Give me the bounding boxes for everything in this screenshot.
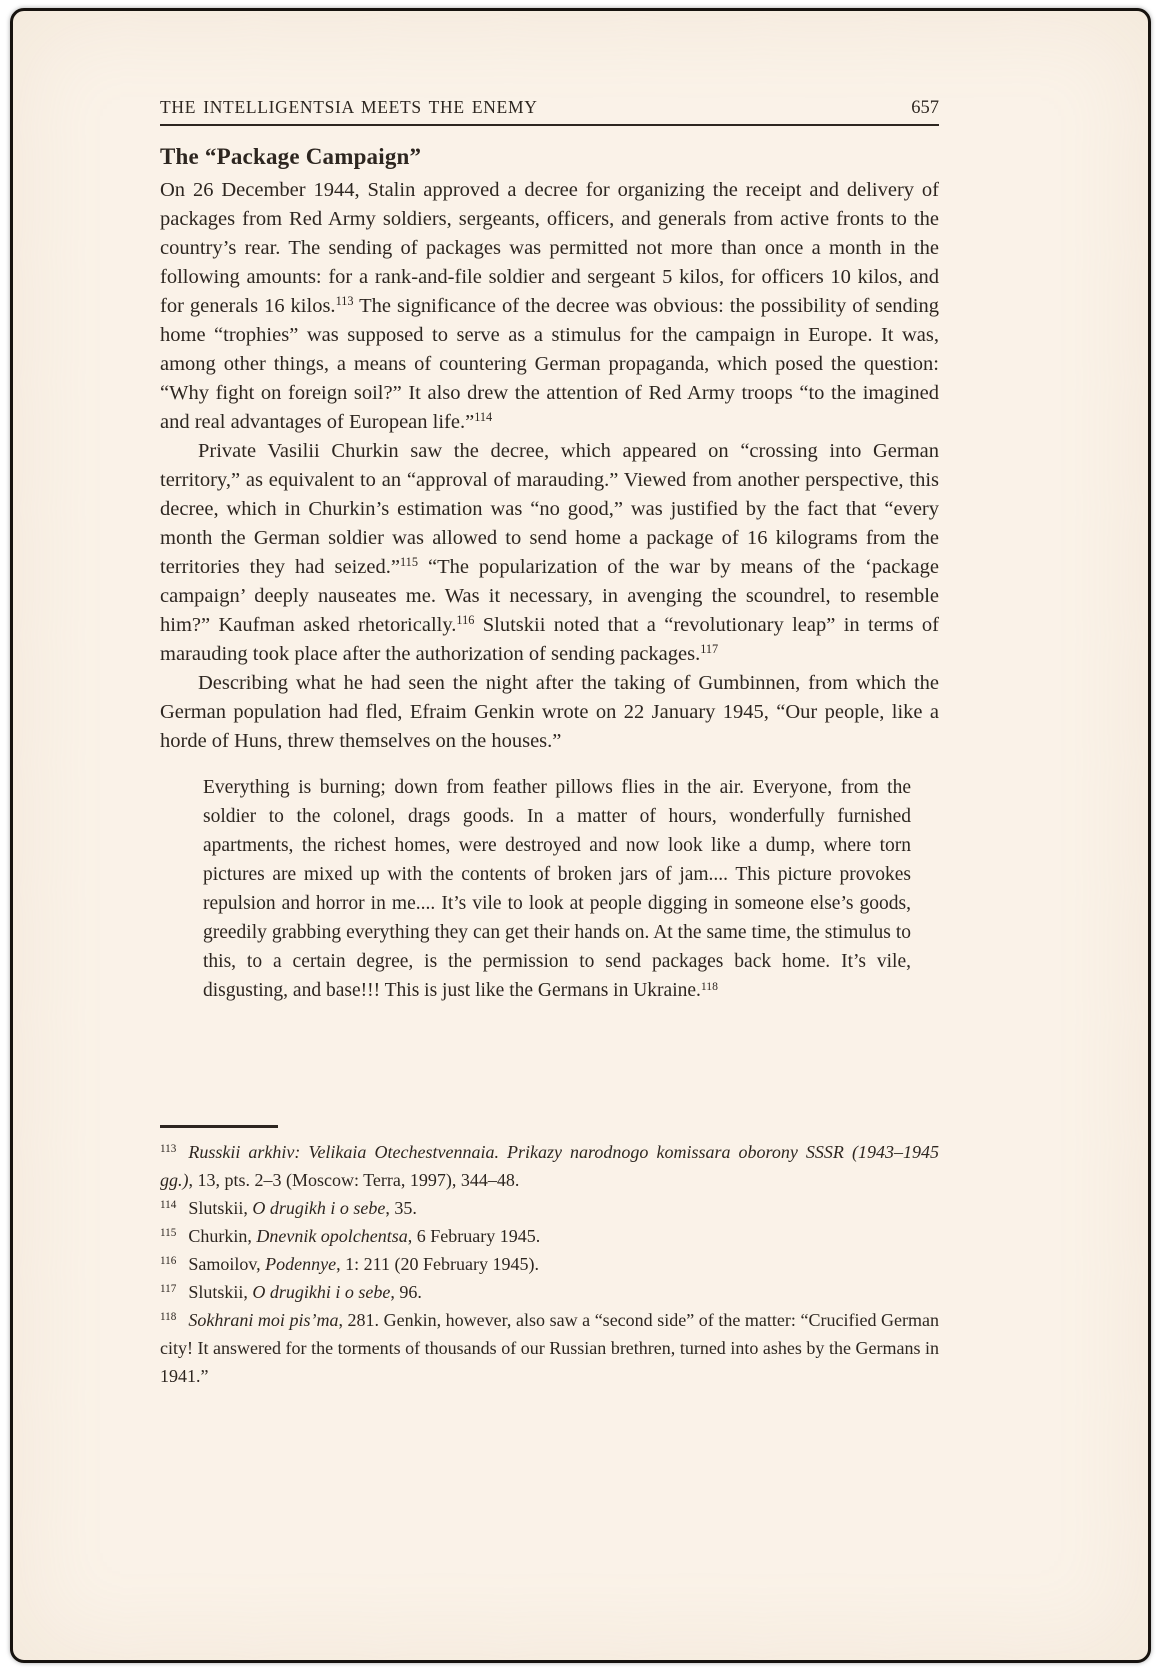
footnote-116-citation: , 1: 211 (20 February 1945). xyxy=(336,1254,539,1274)
footnote-ref-117: 117 xyxy=(700,642,719,657)
running-head-title: THE INTELLIGENTSIA MEETS THE ENEMY xyxy=(160,97,538,117)
footnote-114-marker: 114 xyxy=(160,1199,177,1212)
footnote-115-citation: , 6 February 1945. xyxy=(407,1226,541,1246)
paragraph-3 xyxy=(160,669,939,756)
paragraph-2 xyxy=(160,437,939,669)
footnote-113-source: Russkii arkhiv: Velikaia Otechestvennaia. Prikazy narodnogo komissara oborony SSSR (1943–1945 gg.) xyxy=(160,1142,939,1190)
paragraph-2-text-a: Private Vasilii Churkin saw the decree, which appeared on “crossing into German territory,” as equivalent to an “approval of marauding.” Viewed from another perspective, this decree, which in Churkin’s estimation was “no good,” was justified by the fact that “every month the German soldier was allowed to send home a package of 16 kilograms from the territories they had seized.” xyxy=(160,440,939,578)
footnote-116-author: Samoilov, xyxy=(188,1254,266,1274)
footnote-ref-118: 118 xyxy=(700,979,718,993)
footnote-118 xyxy=(160,1306,939,1390)
footnote-117-author: Slutskii, xyxy=(188,1282,253,1302)
paragraph-3-text: Describing what he had seen the night after the taking of Gumbinnen, from which the German population had fled, Efraim Genkin wrote on 22 January 1945, “Our people, like a horde of Huns, threw themselves on the houses.” xyxy=(160,672,939,752)
footnote-117-source: O drugikhi i o sebe xyxy=(252,1282,391,1302)
footnote-117-marker: 117 xyxy=(160,1283,177,1296)
footnote-ref-116: 116 xyxy=(456,613,475,628)
footnote-ref-114: 114 xyxy=(474,410,493,425)
footnote-ref-115: 115 xyxy=(399,555,418,570)
footnote-113 xyxy=(160,1138,939,1194)
footnote-114-citation: , 35. xyxy=(385,1198,417,1218)
page-number: 657 xyxy=(911,98,939,118)
footnote-115-author: Churkin, xyxy=(188,1226,257,1246)
footnote-113-marker: 113 xyxy=(160,1143,177,1156)
running-head xyxy=(160,97,939,126)
block-quote xyxy=(203,773,911,1005)
paragraph-2-text-c: Slutskii noted that a “revolutionary leap” in terms of marauding took place after the authorization of sending packages. xyxy=(160,614,939,665)
footnote-116-marker: 116 xyxy=(160,1255,177,1268)
footnote-separator-rule xyxy=(160,1125,278,1128)
footnote-118-source: Sokhrani moi pis’ma xyxy=(188,1310,339,1330)
footnote-117-citation: , 96. xyxy=(390,1282,422,1302)
footnote-118-marker: 118 xyxy=(160,1311,177,1324)
page xyxy=(10,8,1151,1663)
paragraph-1-text-a: On 26 December 1944, Stalin approved a decree for organizing the receipt and delivery of packages from Red Army soldiers, sergeants, officers, and generals from active fronts to the country’s rear. The sending of packages was permitted not more than once a month in the following amounts: for a rank-and-file soldier and sergeant 5 kilos, for officers 10 kilos, and for generals 16 kilos. xyxy=(160,179,939,317)
footnote-113-citation: , 13, pts. 2–3 (Moscow: Terra, 1997), 344–48. xyxy=(188,1170,520,1190)
footnote-116 xyxy=(160,1250,939,1278)
paragraph-1 xyxy=(160,176,939,437)
footnote-114 xyxy=(160,1194,939,1222)
footnote-117 xyxy=(160,1278,939,1306)
section-heading: The “Package Campaign” xyxy=(160,144,422,169)
footnote-115 xyxy=(160,1222,939,1250)
block-quote-text: Everything is burning; down from feather pillows flies in the air. Everyone, from the soldier to the colonel, drags goods. In a matter of hours, wonderfully furnished apartments, the richest homes, were destroyed and now look like a dump, where torn pictures are mixed up with the contents of broken jars of jam.... This picture provokes repulsion and horror in me.... It’s vile to look at people digging in someone else’s goods, greedily grabbing everything they can get their hands on. At the same time, the stimulus to this, to a certain degree, is the permission to send packages back home. It’s vile, disgusting, and base!!! This is just like the Germans in Ukraine. xyxy=(203,777,911,1001)
paragraph-2-text-b: “The popularization of the war by means of the ‘package campaign’ deeply nauseates me. Was it necessary, in avenging the scoundrel, to resemble him?” Kaufman asked rhetorically. xyxy=(160,556,939,636)
footnote-116-source: Podennye xyxy=(265,1254,337,1274)
footnote-118-citation: , 281. Genkin, however, also saw a “second side” of the matter: “Crucified German city! It answered for the torments of thousands of our Russian brethren, turned into ashes by the Germans in 1941.” xyxy=(160,1310,939,1386)
footnote-115-source: Dnevnik opolchentsa xyxy=(256,1226,408,1246)
footnote-114-source: O drugikh i o sebe xyxy=(252,1198,386,1218)
footnote-114-author: Slutskii, xyxy=(188,1198,253,1218)
footnote-115-marker: 115 xyxy=(160,1227,177,1240)
footnotes-section xyxy=(160,1125,939,1390)
paragraph-1-text-b: The significance of the decree was obvious: the possibility of sending home “trophies” was supposed to serve as a stimulus for the campaign in Europe. It was, among other things, a means of countering German propaganda, which posed the question: “Why fight on foreign soil?” It also drew the attention of Red Army troops “to the imagined and real advantages of European life.” xyxy=(160,295,939,433)
page-content xyxy=(160,11,939,1390)
footnote-ref-113: 113 xyxy=(335,294,354,309)
